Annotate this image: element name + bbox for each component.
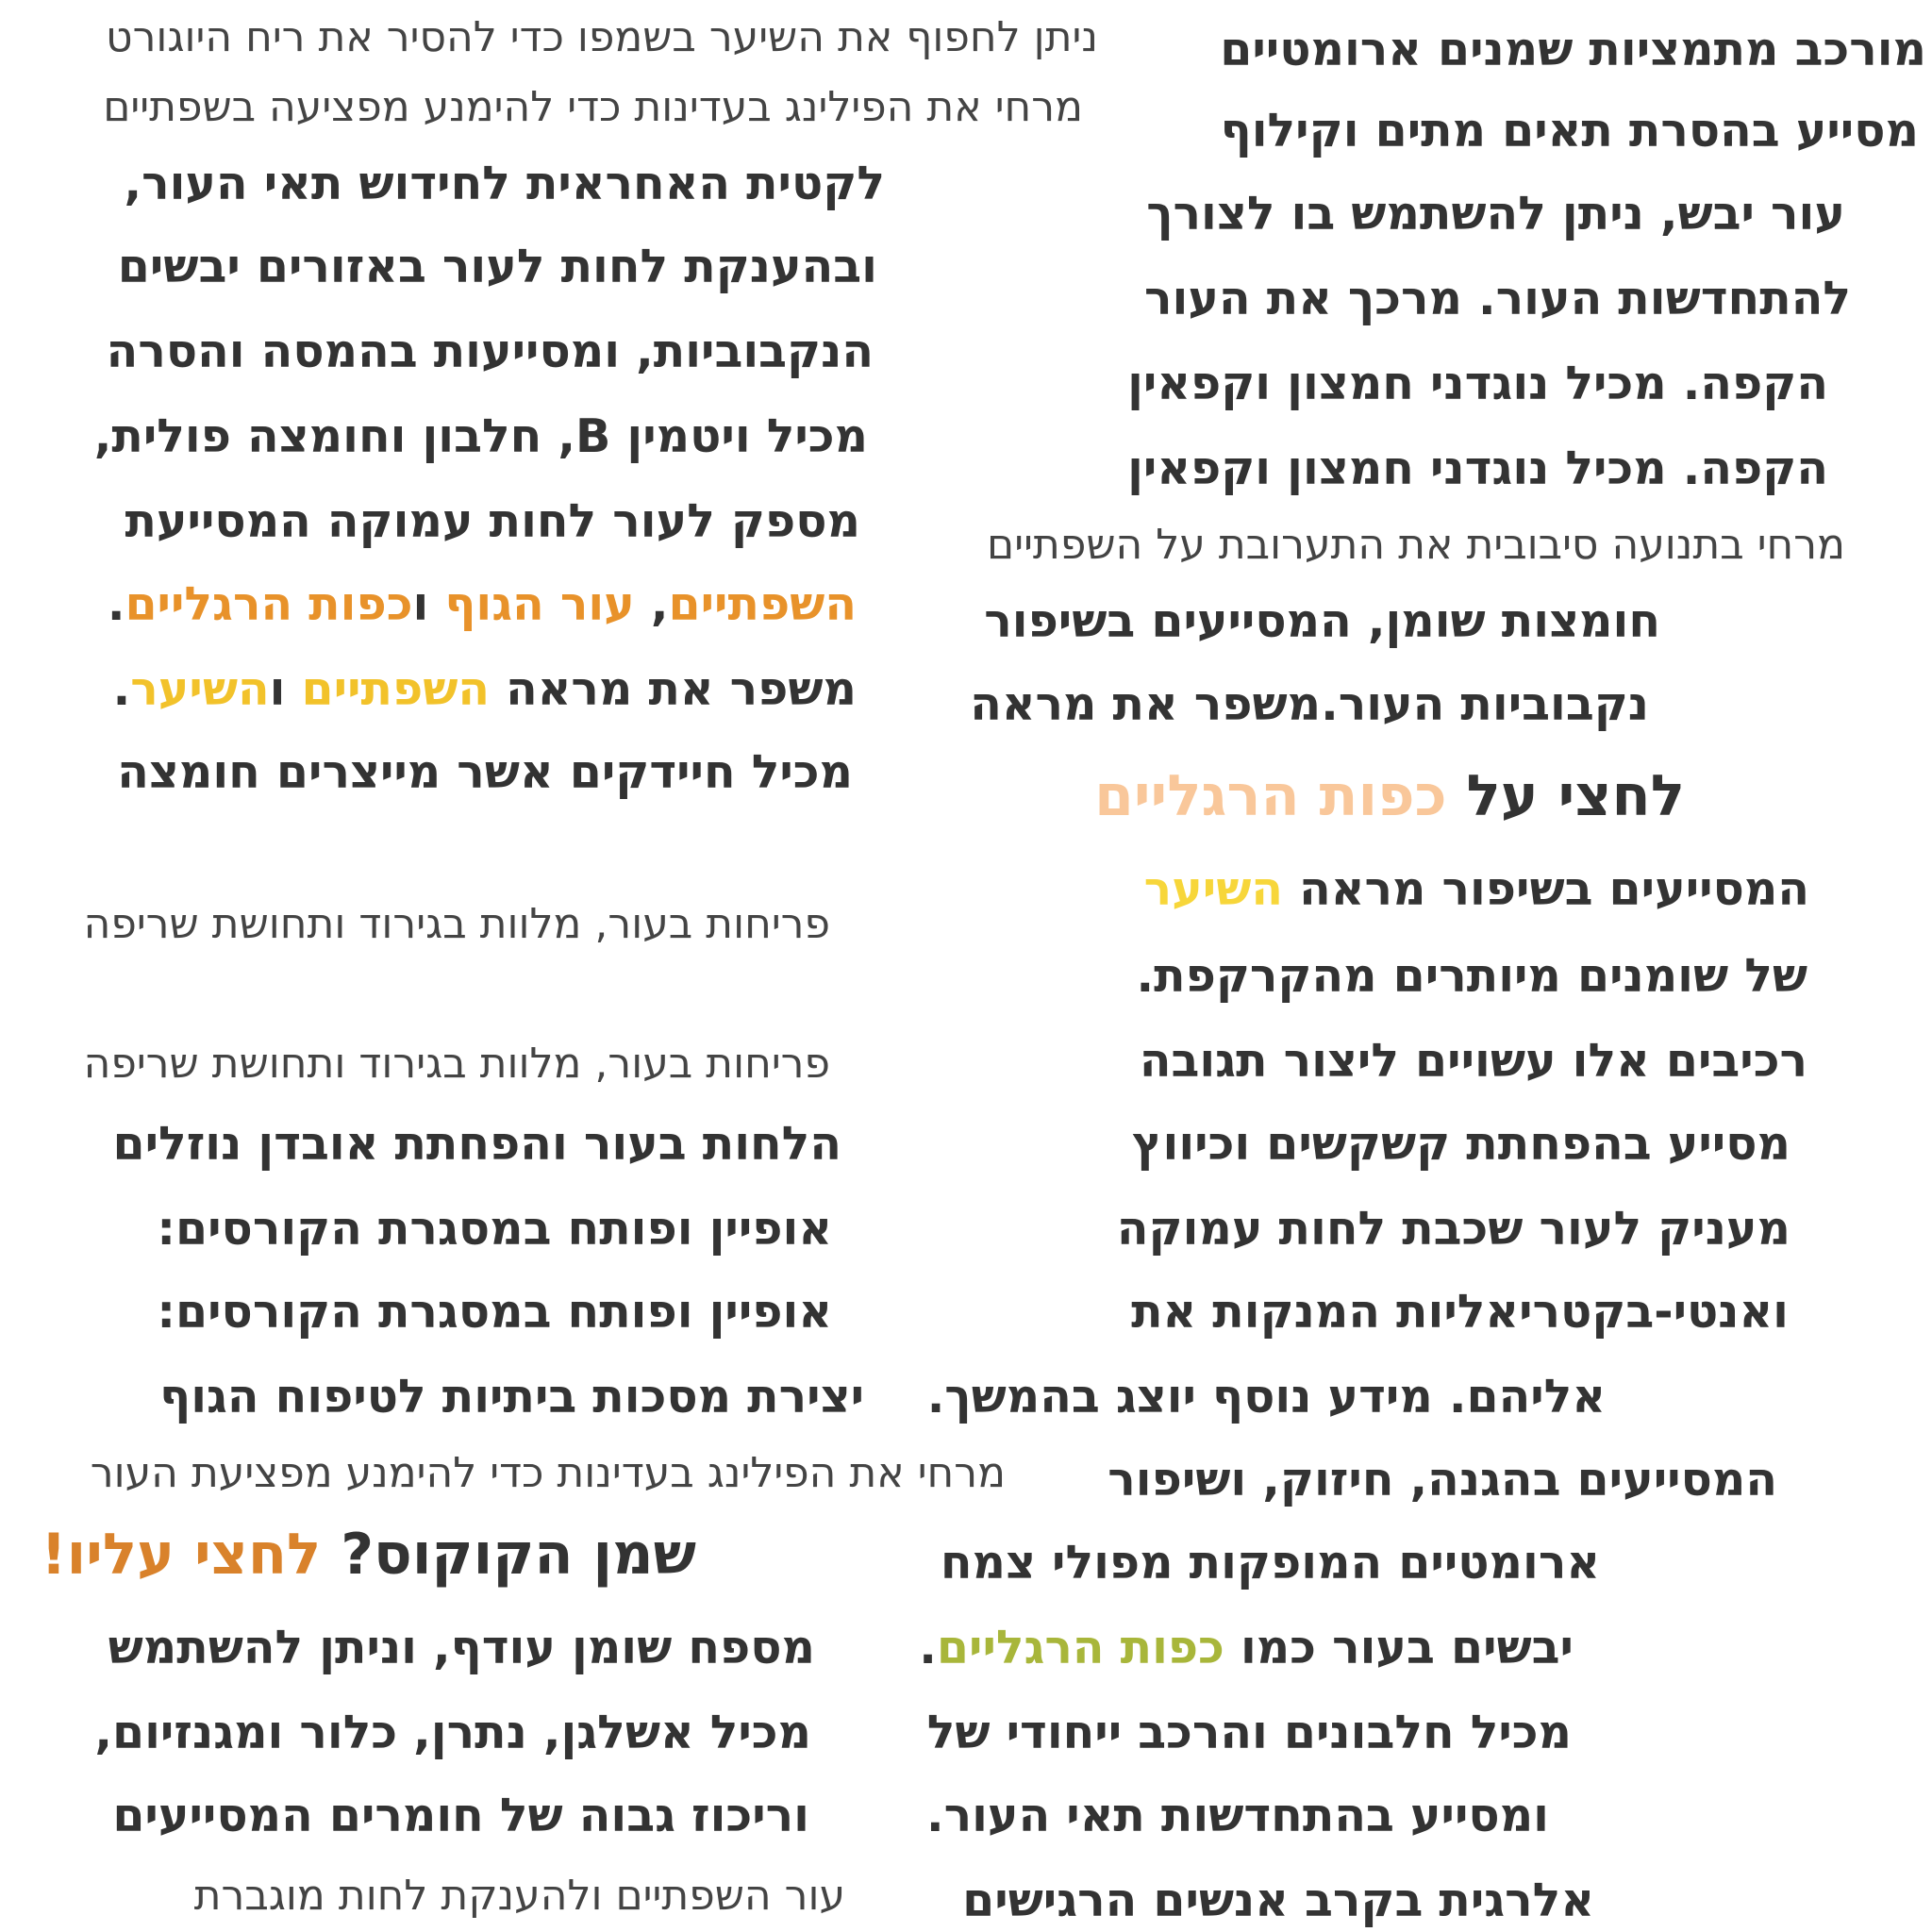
text-segment: יבשים בעור כמו xyxy=(1240,1621,1574,1674)
text-line: אלרגית בקרב אנשים הרגישים xyxy=(962,1874,1594,1927)
text-line: מרחי בתנועה סיבובית את התערובת על השפתיים xyxy=(987,521,1845,569)
text-line: ומסייע בהתחדשות תאי העור. xyxy=(926,1789,1549,1842)
text-line: להתחדשות העור. מרכך את העור xyxy=(1144,272,1851,325)
text-line xyxy=(1143,862,1809,916)
text-line: מכיל אשלגן, נתרן, כלור ומגנזיום, xyxy=(94,1706,811,1759)
text-line: נקבוביות העור.משפר את מראה xyxy=(970,677,1649,731)
text-segment: ו xyxy=(412,577,445,631)
text-line: ניתן לחפוף את השיער בשמפו כדי להסיר את ריח היוגורט xyxy=(106,13,1098,61)
text-segment: שמן הקוקוס? xyxy=(341,1522,696,1588)
text-line: פריחות בעור, מלוות בגירוד ותחושת שריפה xyxy=(83,900,830,948)
highlight-hair[interactable]: השיער xyxy=(130,662,270,716)
text-line: מסייע בהפחתת קשקשים וכיווץ xyxy=(1132,1117,1790,1171)
link-feet[interactable] xyxy=(1094,763,1685,829)
text-line: ובהענקת לחות לעור באזורים יבשים xyxy=(117,240,877,293)
text-line: מכיל ויטמין B, חלבון וחומצה פולית, xyxy=(93,409,868,463)
text-line: הלחות בעור והפחתת אובדן נוזלים xyxy=(112,1117,841,1171)
text-line: מרחי את הפילינג בעדינות כדי להימנע מפציעה בשפתיים xyxy=(103,83,1083,131)
text-segment: משפר את מראה xyxy=(506,662,857,716)
text-line: מורכב מתמציות שמנים ארומטיים xyxy=(1220,23,1926,76)
text-line: אופיין ופותח במסגרת הקורסים: xyxy=(157,1285,832,1339)
text-line: אופיין ופותח במסגרת הקורסים: xyxy=(157,1202,832,1256)
text-line: ואנטי-בקטריאליות המנקות את xyxy=(1131,1285,1789,1339)
highlight-lips[interactable]: השפתיים xyxy=(668,577,857,631)
text-segment: . xyxy=(112,662,131,716)
text-segment: המסייעים בשיפור מראה xyxy=(1299,862,1809,916)
text-line: רכיבים אלו עשויים ליצור תגובה xyxy=(1139,1034,1807,1088)
text-line: מעניק לעור שכבת לחות עמוקה xyxy=(1116,1202,1790,1256)
text-line: הקפה. מכיל נוגדני חמצון וקפאין xyxy=(1127,441,1828,495)
text-segment: . xyxy=(919,1621,937,1674)
text-line: מסייע בהסרת תאים מתים וקילוף xyxy=(1220,104,1919,158)
text-line xyxy=(107,577,857,631)
click-here-link[interactable]: לחצי עליו! xyxy=(41,1522,322,1588)
text-line: יצירת מסכות ביתיות לטיפוח הגוף xyxy=(159,1370,864,1424)
text-line: מרחי את הפילינג בעדינות כדי להימנע מפציעת העור xyxy=(90,1449,1006,1497)
text-line: פריחות בעור, מלוות בגירוד ותחושת שריפה xyxy=(83,1040,830,1088)
text-line xyxy=(112,662,857,716)
text-segment: ו xyxy=(269,662,302,716)
text-line xyxy=(919,1621,1574,1674)
text-line: הקפה. מכיל נוגדני חמצון וקפאין xyxy=(1127,357,1828,410)
text-line: ארומטיים המופקות מפולי צמח xyxy=(940,1536,1600,1590)
highlight-lips[interactable]: השפתיים xyxy=(301,662,491,716)
highlight-feet[interactable]: כפות הרגליים xyxy=(125,577,413,631)
text-line: לקטית האחראית לחידוש תאי העור, xyxy=(124,157,885,210)
text-line: וריכוז גבוה של חומרים המסייעים xyxy=(112,1789,809,1842)
text-line: מספח שומן עודף, וניתן להשתמש xyxy=(108,1621,815,1674)
text-line: של שומנים מיותרים מהקרקפת. xyxy=(1136,949,1807,1003)
link-coconut-oil[interactable] xyxy=(41,1522,696,1588)
text-line: עור השפתיים ולהענקת לחות מוגברת xyxy=(193,1872,845,1920)
text-line: מכיל חלבונים והרכב ייחודי של xyxy=(926,1706,1572,1759)
text-line: אליהם. מידע נוסף יוצג בהמשך. xyxy=(926,1370,1606,1424)
highlight-feet[interactable]: כפות הרגליים xyxy=(936,1621,1224,1674)
highlight-feet[interactable]: כפות הרגליים xyxy=(1094,763,1447,829)
text-segment: , xyxy=(634,577,669,631)
highlight-hair[interactable]: השיער xyxy=(1143,862,1284,916)
text-line: מכיל חיידקים אשר מייצרים חומצה xyxy=(117,745,853,799)
highlight-body-skin[interactable]: עור הגוף xyxy=(444,577,635,631)
text-line: הנקבוביות, ומסייעות בהמסה והסרה xyxy=(106,325,874,378)
text-segment: לחצי על xyxy=(1466,763,1685,829)
text-line: המסייעים בהגנה, חיזוק, ושיפור xyxy=(1108,1453,1777,1507)
text-line: עור יבש, ניתן להשתמש בו לצורך xyxy=(1146,187,1845,241)
text-line: חומצות שומן, המסייעים בשיפור xyxy=(984,594,1660,648)
text-segment: . xyxy=(107,577,125,631)
text-line: מספק לעור לחות עמוקה המסייעת xyxy=(125,494,860,548)
